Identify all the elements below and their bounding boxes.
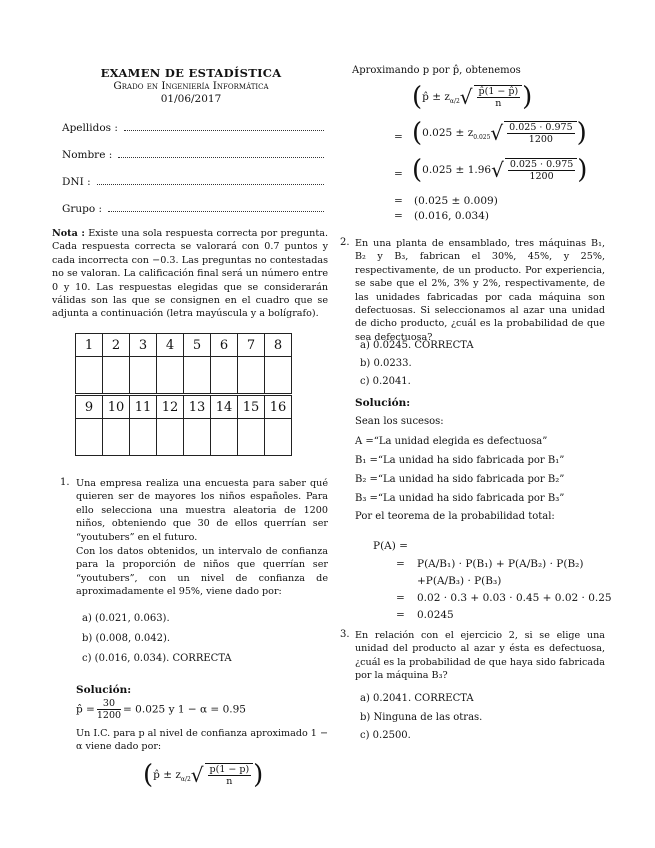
q3-option-a: a) 0.2041. CORRECTA [360, 693, 474, 704]
ci-line-4: (0.025 ± 0.009) [414, 195, 498, 207]
math: p(1 − p) [209, 764, 250, 775]
exam-subtitle: Grado en Ingeniería Informática [113, 80, 269, 92]
note-text: Existe una sola respuesta correcta por pregunta. Cada respuesta correcta se valorará con 0.7 puntos y cada incorrecta con −0.3. Las preguntas no contestadas no se valoran. La calificación final será un número entre 0 y 10. Las respuestas elegidas que se considerarán válidas son las que se consignen en el cuadro que se adjunta a continuación (letra mayúscula y a bolígrafo). [52, 228, 328, 320]
q2-line: A =“La unidad elegida es defectuosa” [355, 436, 548, 447]
q1-approx-intro: Aproximando p por p̂, obtenemos [352, 65, 521, 76]
math: p̂ ± z [422, 91, 450, 103]
math: p̂(1 − p̂) [478, 86, 519, 97]
q1-option-c: c) (0.016, 0.034). CORRECTA [82, 653, 232, 664]
answer-cell[interactable] [103, 357, 130, 395]
answer-cell[interactable] [130, 419, 157, 456]
grid-number: 6 [211, 334, 238, 357]
answer-cell[interactable] [184, 357, 211, 395]
q2-option-a: a) 0.0245. CORRECTA [360, 340, 474, 351]
field-label: Grupo : [62, 203, 103, 215]
grupo-field[interactable] [62, 203, 324, 215]
math: n [226, 776, 233, 787]
q2-option-b: b) 0.0233. [360, 358, 412, 369]
apellidos-field[interactable] [62, 122, 324, 134]
q2-line: Sean los sucesos: [355, 416, 444, 427]
grid-number: 15 [238, 395, 265, 419]
eq-sign: = [396, 558, 405, 570]
q3-text: En relación con el ejercicio 2, si se elige una unidad del producto al azar y ésta es defectuosa, ¿cuál es la probabilidad de que haya sido fabricada por la máquina B₃? [355, 630, 605, 682]
math: 0.025 [473, 134, 491, 142]
math: 0.025 · 0.975 [509, 122, 573, 133]
grid-number: 10 [103, 395, 130, 419]
q1-option-b: b) (0.008, 0.042). [82, 633, 171, 644]
grid-number: 5 [184, 334, 211, 357]
q2-line: B₂ =“La unidad ha sido fabricada por B₂” [355, 474, 565, 485]
pa-calc-1: P(A/B₁) · P(B₁) + P(A/B₂) · P(B₂) [417, 558, 584, 570]
pa-calc-3: 0.02 · 0.3 + 0.03 · 0.45 + 0.02 · 0.25 [417, 592, 612, 604]
math: 1200 [529, 171, 554, 182]
grid-number: 13 [184, 395, 211, 419]
answer-cell[interactable] [184, 419, 211, 456]
answer-cell[interactable] [211, 357, 238, 395]
answer-cell[interactable] [76, 357, 103, 395]
note-label: Nota : [52, 228, 85, 239]
ci-line-3: (0.025 ± 1.96√ $\frac{0.025 \cdot 0.975}{1200}$ ) [412, 155, 588, 185]
field-label: DNI : [62, 176, 91, 188]
grid-number: 3 [130, 334, 157, 357]
pa-calc-4: 0.0245 [417, 609, 454, 621]
nombre-field[interactable] [62, 149, 324, 161]
answer-cell[interactable] [238, 357, 265, 395]
math: 0.025 ± 1.96 [422, 164, 492, 176]
answer-cell[interactable] [157, 419, 184, 456]
math: = 0.025 y 1 − α = 0.95 [123, 703, 246, 716]
q1-option-a: a) (0.021, 0.063). [82, 613, 170, 624]
q3-option-c: c) 0.2500. [360, 730, 411, 741]
grid-number: 9 [76, 395, 103, 419]
grid-number: 8 [265, 334, 292, 357]
eq-sign: = [396, 592, 405, 604]
q3-number: 3. [340, 629, 350, 640]
eq-sign: = [394, 131, 403, 143]
q1-text: Una empresa realiza una encuesta para saber qué quieren ser de mayores los niños españoles. Para ello selecciona una muestra aleatoria de 1200 niños, obteniendo que 30 de ellos querrían ser “youtubers” en el futuro. [76, 478, 328, 543]
eq-sign: = [394, 168, 403, 180]
answer-cell[interactable] [238, 419, 265, 456]
math: 0.025 · 0.975 [509, 159, 574, 170]
ci-line-2: ($0.025 \pm z_{0.025}√$ $\frac{0.025 \cdot 0.975}{1200}$ ) [412, 118, 587, 148]
ci-line-1: (p̂ ± $z_{\alpha/2}√$ $\frac{p̂(1 - p̂)}{n}$ ) [412, 82, 533, 112]
math: α/2 [180, 776, 191, 784]
answer-grid [75, 333, 292, 456]
eq-sign: = [394, 210, 403, 222]
q2-line: B₁ =“La unidad ha sido fabricada por B₁” [355, 455, 565, 466]
answer-cell[interactable] [103, 419, 130, 456]
answer-cell[interactable] [265, 419, 292, 456]
exam-date: 01/06/2017 [160, 93, 222, 105]
field-label: Apellidos : [62, 122, 118, 134]
math: n [495, 98, 502, 109]
answer-cell[interactable] [211, 419, 238, 456]
math: p̂ ± z [153, 769, 181, 781]
grid-number: 1 [76, 334, 103, 357]
pa-label: P(A) = [373, 540, 408, 552]
field-label: Nombre : [62, 149, 113, 161]
note [52, 227, 328, 321]
answer-cell[interactable] [76, 419, 103, 456]
answer-cell[interactable] [265, 357, 292, 395]
grid-number: 2 [103, 334, 130, 357]
q1-text2: Con los datos obtenidos, un intervalo de confianza para la proporción de niños que querrían ser “youtubers”, con un nivel de confianza de aproximadamente el 95%, viene dado por: [76, 546, 328, 598]
answer-cell[interactable] [157, 357, 184, 395]
pa-calc-2: +P(A/B₃) · P(B₃) [417, 575, 502, 587]
q1-ic-text: Un I.C. para p al nivel de confianza aproximado 1 − α viene dado por: [76, 728, 328, 753]
math: α/2 [449, 98, 460, 106]
q2-option-c: c) 0.2041. [360, 376, 411, 387]
grid-number: 4 [157, 334, 184, 357]
eq-sign: = [396, 609, 405, 621]
grid-number: 12 [157, 395, 184, 419]
eq-sign: = [394, 195, 403, 207]
math: 30 [97, 698, 121, 710]
q2-solution-label: Solución: [355, 397, 411, 409]
math: 1200 [96, 710, 122, 721]
q2-line: Por el teorema de la probabilidad total: [355, 511, 555, 522]
q2-number: 2. [340, 237, 350, 248]
q2-line: B₃ =“La unidad ha sido fabricada por B₃” [355, 493, 565, 504]
grid-number: 11 [130, 395, 157, 419]
exam-title: EXAMEN DE ESTADÍSTICA [100, 66, 282, 80]
grid-number: 7 [238, 334, 265, 357]
grid-number: 14 [211, 395, 238, 419]
q3-option-b: b) Ninguna de las otras. [360, 712, 483, 723]
math: 0.025 ± z [422, 127, 474, 139]
answer-cell[interactable] [130, 357, 157, 395]
q1-solution-label: Solución: [76, 684, 132, 696]
ci-line-5: (0.016, 0.034) [414, 210, 489, 222]
q1-phat-equation [76, 698, 246, 721]
q1-ci-formula: (p̂ ± $z_{\alpha/2}√$ $\frac{p(1 - p)}{n}$ ) [143, 760, 264, 790]
q2-text: En una planta de ensamblado, tres máquinas B₁, B₂ y B₃, fabrican el 30%, 45%, y 25%, respectivamente, de un producto. Por experiencia, se sabe que el 2%, 3% y 2%, respectivamente, de las unidades fabricadas por cada máquina son defectuosas. Si seleccionamos al azar una unidad de dicho producto, ¿cuál es la probabilidad de que sea defectuosa? [355, 238, 605, 343]
math: p̂ = [76, 703, 95, 716]
grid-number: 16 [265, 395, 292, 419]
dni-field[interactable] [62, 176, 324, 188]
math: 1200 [528, 134, 553, 145]
q1-number: 1. [60, 477, 70, 488]
